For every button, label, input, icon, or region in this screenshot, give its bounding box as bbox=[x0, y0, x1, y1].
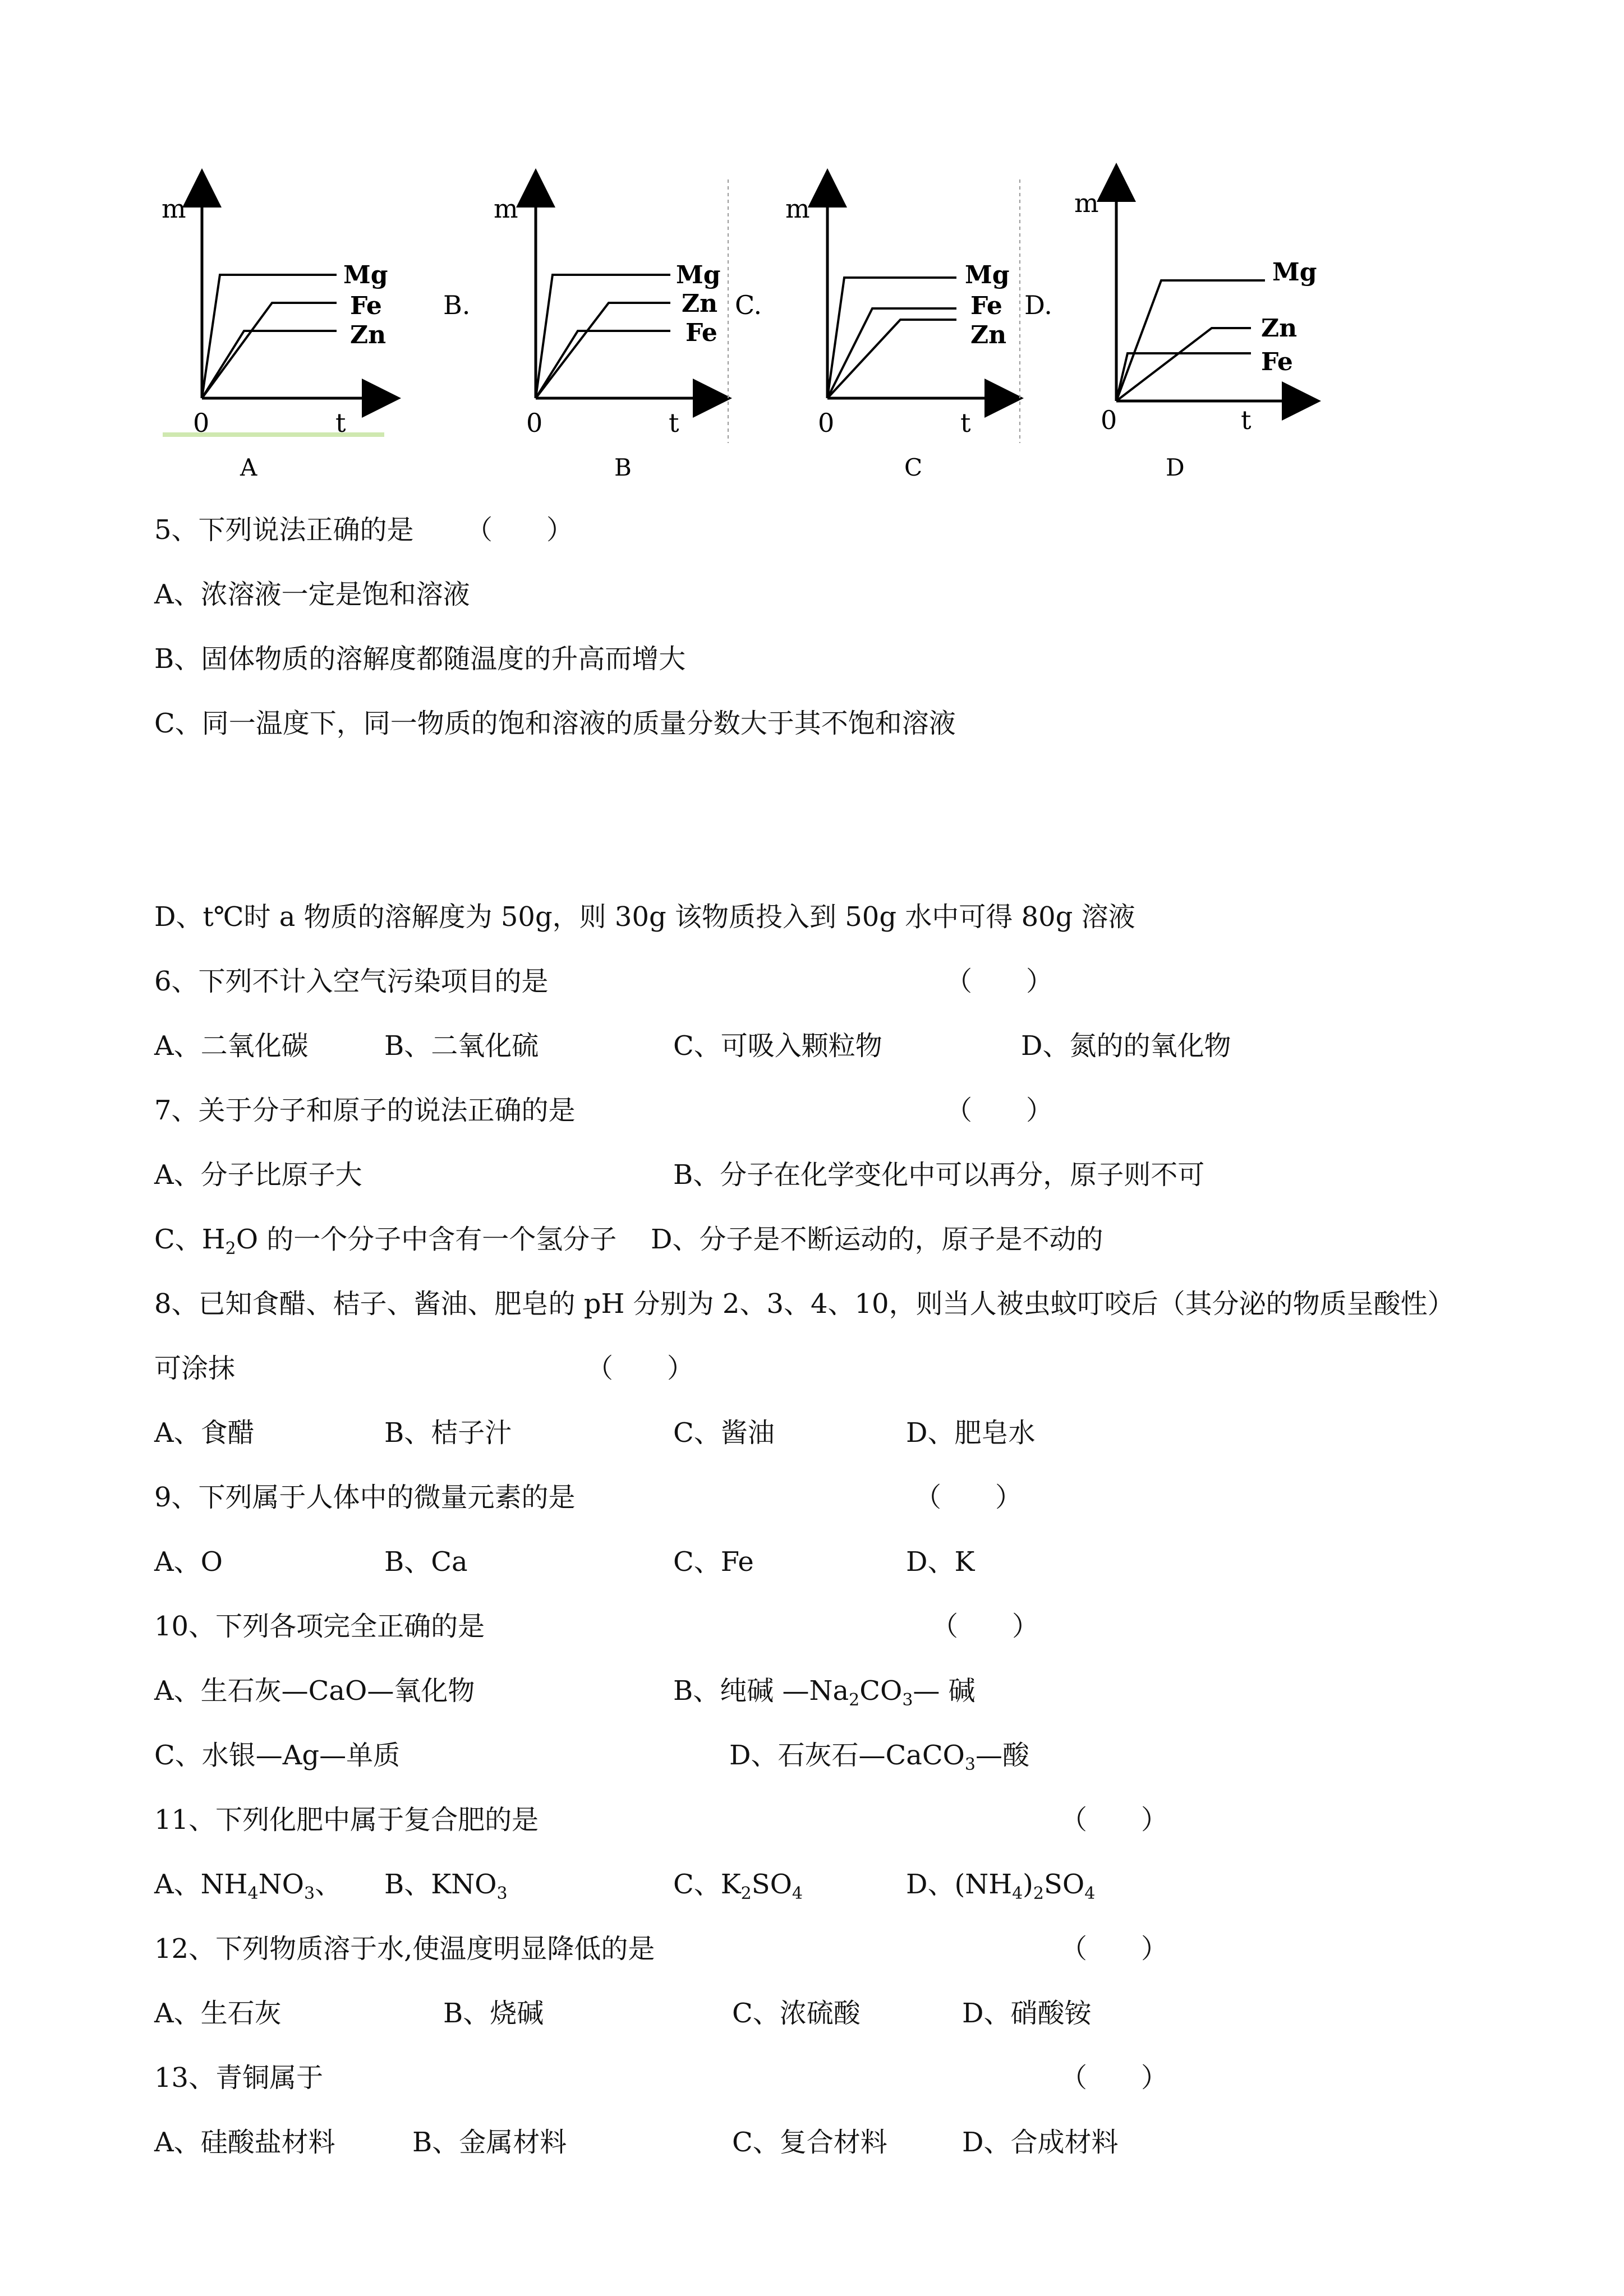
q13-paren: （ ） bbox=[1060, 2062, 1168, 2094]
q13-option-a: A、硅酸盐材料 bbox=[154, 2127, 335, 2158]
graph-a-y-label: m bbox=[162, 193, 186, 224]
graph-a-origin: 0 bbox=[193, 408, 210, 438]
q11-option-d-sub3: 4 bbox=[1084, 1884, 1096, 1903]
q12-options bbox=[0, 1988, 1624, 2039]
q12-option-a: A、生石灰 bbox=[154, 1998, 282, 2029]
q11-option-a-pre: A、NH bbox=[154, 1869, 248, 1900]
q10-options-ab bbox=[0, 1666, 1624, 1716]
graph-b-curve-bot bbox=[536, 331, 670, 398]
graph-b-x-label: t bbox=[669, 408, 679, 438]
q11-option-c bbox=[673, 1859, 803, 1910]
q10-option-b-mid: CO bbox=[859, 1675, 903, 1707]
q8-stem-2: 可涂抹 bbox=[154, 1353, 236, 1384]
q8-option-d: D、肥皂水 bbox=[906, 1417, 1036, 1449]
q9-options bbox=[0, 1537, 1624, 1587]
q5-stem: 5、下列说法正确的是 bbox=[154, 514, 414, 546]
q8-stem: 8、已知食醋、桔子、酱油、肥皂的 pH 分别为 2、3、4、10，则当人被虫蚊叮咬后（其分泌的物质呈酸性） bbox=[154, 1288, 1455, 1320]
graph-c-label-top: Mg bbox=[965, 261, 1010, 289]
q11-option-d-post: SO bbox=[1044, 1869, 1085, 1900]
q6-options bbox=[0, 1021, 1624, 1071]
q10-option-b bbox=[673, 1666, 976, 1716]
q9-option-b: B、Ca bbox=[384, 1546, 468, 1578]
q11-option-c-sub2: 4 bbox=[792, 1884, 803, 1903]
q11-option-b-pre: B、KNO bbox=[384, 1869, 497, 1900]
q10-option-d bbox=[729, 1730, 1029, 1781]
graph-b-label-bot: Fe bbox=[686, 319, 717, 347]
graph-d-caption: D bbox=[1166, 454, 1185, 481]
graph-a-caption: A bbox=[240, 454, 257, 481]
graph-c-label-bot: Zn bbox=[970, 321, 1007, 349]
q10-option-d-sub: 3 bbox=[964, 1755, 976, 1774]
q11-option-d-sub1: 4 bbox=[1012, 1884, 1023, 1903]
q11-option-b-sub1: 3 bbox=[496, 1884, 508, 1903]
graph-c-origin: 0 bbox=[818, 408, 835, 438]
graph-c-option-prefix: C. bbox=[735, 290, 762, 320]
q8-option-c: C、酱油 bbox=[673, 1417, 775, 1449]
graph-b-caption: B bbox=[614, 454, 632, 481]
q5-option-b-text: B、固体物质的溶解度都随温度的升高而增大 bbox=[154, 643, 686, 675]
q7-option-c-sub: 2 bbox=[225, 1239, 236, 1258]
graph-c-caption: C bbox=[904, 454, 923, 481]
q6-stem: 6、下列不计入空气污染项目的是 bbox=[154, 966, 549, 997]
q10-option-d-post: —酸 bbox=[976, 1740, 1030, 1771]
q11-option-a-mid: NO bbox=[258, 1869, 304, 1900]
graph-a-curve-bot bbox=[202, 331, 337, 398]
q9-stem: 9、下列属于人体中的微量元素的是 bbox=[154, 1482, 576, 1513]
graph-a-label-mid: Fe bbox=[350, 292, 382, 320]
q11-option-d-sub2: 2 bbox=[1033, 1884, 1044, 1903]
graph-b bbox=[443, 179, 728, 481]
q8-option-b: B、桔子汁 bbox=[384, 1417, 512, 1449]
graph-d-label-bot: Fe bbox=[1261, 348, 1293, 376]
q8-stem-line bbox=[0, 1279, 1624, 1329]
q11-option-d-pre: D、(NH bbox=[906, 1869, 1013, 1900]
q11-options bbox=[0, 1859, 1624, 1910]
q6-option-c: C、可吸入颗粒物 bbox=[673, 1030, 882, 1062]
graph-c-x-label: t bbox=[960, 408, 971, 438]
q8-stem-line-2 bbox=[0, 1343, 1624, 1394]
q6-option-a: A、二氧化碳 bbox=[154, 1030, 309, 1062]
q10-option-b-sub1: 2 bbox=[849, 1690, 860, 1710]
q12-paren: （ ） bbox=[1060, 1933, 1168, 1965]
q11-option-a bbox=[154, 1859, 342, 1910]
q9-option-c: C、Fe bbox=[673, 1546, 754, 1578]
q11-option-b bbox=[384, 1859, 508, 1910]
q10-option-d-pre: D、石灰石—CaCO bbox=[729, 1740, 965, 1771]
graph-a-x-label: t bbox=[335, 408, 346, 438]
q11-option-d bbox=[906, 1859, 1095, 1910]
q11-option-a-sub2: 3 bbox=[303, 1884, 315, 1903]
graph-b-label-top: Mg bbox=[676, 261, 721, 289]
q7-option-a: A、分子比原子大 bbox=[154, 1159, 362, 1191]
q10-option-b-sub2: 3 bbox=[902, 1690, 913, 1710]
q12-option-b: B、烧碱 bbox=[443, 1998, 544, 2029]
q6-stem-line bbox=[0, 956, 1624, 1007]
q5-option-d-text: D、t℃时 a 物质的溶解度为 50g，则 30g 该物质投入到 50g 水中可得 80g 溶液 bbox=[154, 901, 1135, 933]
graph-b-y-label: m bbox=[494, 193, 518, 224]
q11-paren: （ ） bbox=[1060, 1804, 1168, 1836]
graph-d-label-top: Mg bbox=[1272, 258, 1317, 287]
q7-stem-line bbox=[0, 1085, 1624, 1136]
q11-stem: 11、下列化肥中属于复合肥的是 bbox=[154, 1804, 539, 1836]
q13-stem: 13、青铜属于 bbox=[154, 2062, 324, 2094]
q11-option-d-mid: ) bbox=[1023, 1869, 1033, 1900]
q7-option-d: D、分子是不断运动的，原子是不动的 bbox=[651, 1224, 1103, 1255]
q7-option-c-pre: C、H bbox=[154, 1224, 226, 1255]
q10-option-b-pre: B、纯碱 —Na bbox=[673, 1675, 849, 1707]
graph-c-label-mid: Fe bbox=[970, 292, 1002, 320]
q13-option-b: B、金属材料 bbox=[412, 2127, 567, 2158]
graph-c-y-label: m bbox=[785, 193, 810, 224]
q5-option-c bbox=[0, 698, 1624, 749]
graph-b-curve-mid bbox=[536, 303, 670, 398]
graph-b-curve-top bbox=[536, 275, 670, 398]
q5-option-b bbox=[0, 634, 1624, 684]
graph-d-label-mid: Zn bbox=[1261, 314, 1298, 343]
q10-paren: （ ） bbox=[931, 1611, 1039, 1642]
q8-paren: （ ） bbox=[586, 1353, 694, 1384]
q5-paren: （ ） bbox=[466, 514, 574, 546]
q5-option-c-text: C、同一温度下，同一物质的饱和溶液的质量分数大于其不饱和溶液 bbox=[154, 708, 956, 739]
graph-a-label-bot: Zn bbox=[350, 321, 387, 349]
q13-options bbox=[0, 2117, 1624, 2168]
graph-a-label-top: Mg bbox=[343, 261, 388, 289]
q7-option-b: B、分子在化学变化中可以再分，原子则不可 bbox=[673, 1159, 1205, 1191]
q7-paren: （ ） bbox=[945, 1095, 1053, 1126]
graph-c bbox=[735, 179, 1020, 481]
graph-b-option-prefix: B. bbox=[443, 290, 471, 320]
q6-paren: （ ） bbox=[945, 966, 1053, 997]
q7-stem: 7、关于分子和原子的说法正确的是 bbox=[154, 1095, 576, 1126]
q7-options-ab bbox=[0, 1150, 1624, 1200]
q11-option-c-sub1: 2 bbox=[740, 1884, 752, 1903]
q13-stem-line bbox=[0, 2053, 1624, 2103]
q10-stem-line bbox=[0, 1601, 1624, 1652]
q7-options-cd bbox=[0, 1214, 1624, 1265]
graph-b-origin: 0 bbox=[526, 408, 543, 438]
graph-d-option-prefix: D. bbox=[1024, 290, 1052, 320]
q10-option-b-post: — 碱 bbox=[913, 1675, 976, 1707]
graph-a-curve-mid bbox=[202, 303, 337, 398]
graph-a bbox=[162, 188, 388, 481]
metal-reaction-graphs bbox=[0, 0, 1624, 505]
q11-stem-line bbox=[0, 1795, 1624, 1845]
graph-d-x-label: t bbox=[1241, 405, 1252, 435]
q9-paren: （ ） bbox=[914, 1482, 1023, 1513]
q8-option-a: A、食醋 bbox=[154, 1417, 255, 1449]
q9-stem-line bbox=[0, 1472, 1624, 1523]
q11-option-a-post: 、 bbox=[315, 1869, 342, 1900]
graph-d bbox=[1024, 182, 1317, 481]
q12-stem: 12、下列物质溶于水,使温度明显降低的是 bbox=[154, 1933, 655, 1965]
q5-option-a-text: A、浓溶液一定是饱和溶液 bbox=[154, 579, 470, 610]
q12-option-c: C、浓硫酸 bbox=[732, 1998, 861, 2029]
q10-options-cd bbox=[0, 1730, 1624, 1781]
graph-d-curve-mid bbox=[1116, 328, 1251, 401]
q5-stem-line bbox=[0, 505, 1624, 555]
q13-option-d: D、合成材料 bbox=[962, 2127, 1119, 2158]
q7-option-c bbox=[154, 1214, 617, 1265]
q12-option-d: D、硝酸铵 bbox=[962, 1998, 1092, 2029]
q12-stem-line bbox=[0, 1924, 1624, 1974]
graph-d-y-label: m bbox=[1074, 188, 1099, 218]
graph-d-curve-bot bbox=[1116, 353, 1251, 401]
q6-option-b: B、二氧化硫 bbox=[384, 1030, 539, 1062]
graph-b-label-mid: Zn bbox=[682, 289, 718, 318]
q10-stem: 10、下列各项完全正确的是 bbox=[154, 1611, 485, 1642]
graph-d-origin: 0 bbox=[1101, 405, 1117, 435]
q8-options bbox=[0, 1408, 1624, 1458]
graph-c-curve-mid bbox=[827, 308, 956, 398]
q6-option-d: D、氮的的氧化物 bbox=[1021, 1030, 1231, 1062]
q5-option-a bbox=[0, 569, 1624, 620]
q9-option-d: D、K bbox=[906, 1546, 975, 1578]
graph-a-curve-top bbox=[202, 275, 337, 398]
q9-option-a: A、O bbox=[154, 1546, 223, 1578]
q10-option-c: C、水银—Ag—单质 bbox=[154, 1740, 401, 1771]
q11-option-c-pre: C、K bbox=[673, 1869, 741, 1900]
q7-option-c-post: O 的一个分子中含有一个氢分子 bbox=[236, 1224, 617, 1255]
q10-option-a: A、生石灰—CaO—氧化物 bbox=[154, 1675, 475, 1707]
q11-option-a-sub1: 4 bbox=[247, 1884, 259, 1903]
q13-option-c: C、复合材料 bbox=[732, 2127, 887, 2158]
graph-c-curve-top bbox=[827, 278, 956, 398]
q5-option-d bbox=[0, 892, 1624, 942]
q11-option-c-mid: SO bbox=[751, 1869, 792, 1900]
